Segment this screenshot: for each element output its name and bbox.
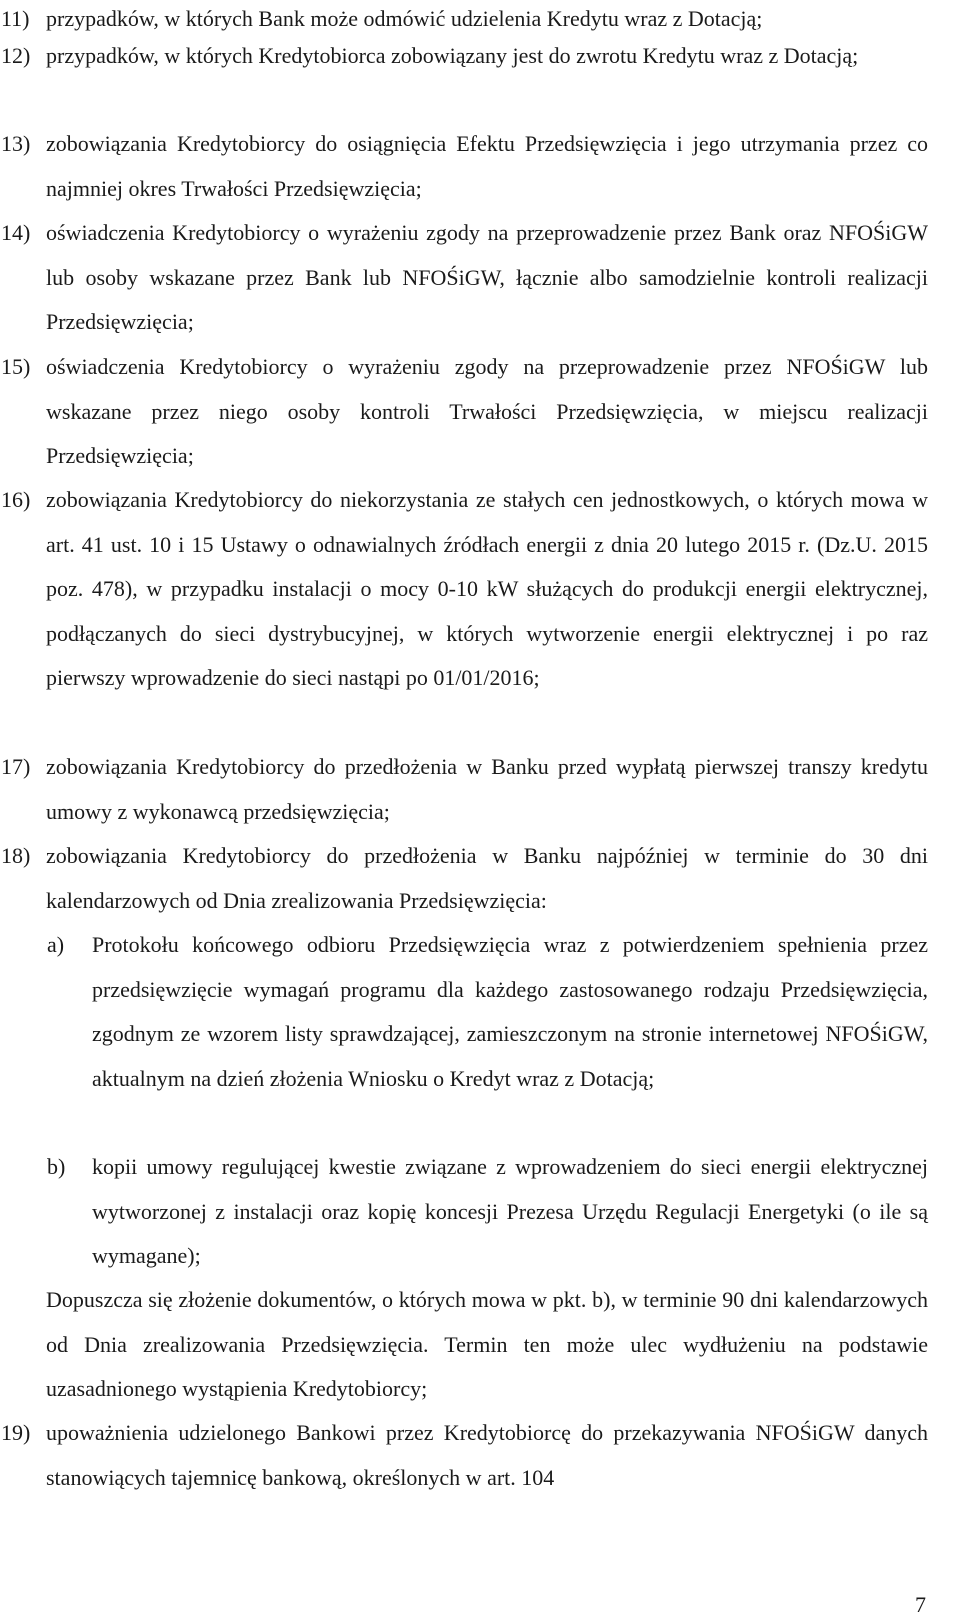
list-number: 16) xyxy=(1,487,31,512)
sub-letter: b) xyxy=(47,1154,66,1179)
sub-text: Protokołu końcowego odbioru Przedsięwzięcia wraz z potwierdzeniem spełnienia przez przedsięwzięcie wymagań programu dla każdego zastosowanego rodzaju Przedsięwzięcia, zgodnym ze wzorem listy sprawdzającej, zamieszczonym na stronie internetowej NFOŚiGW, aktualnym na dzień złożenia Wniosku o Kredyt wraz z Dotacją; xyxy=(92,932,928,1091)
list-number: 19) xyxy=(1,1420,31,1445)
sub-item-a xyxy=(0,923,928,1101)
list-text: zobowiązania Kredytobiorcy do przedłożenia w Banku przed wypłatą pierwszej transzy kredytu umowy z wykonawcą przedsięwzięcia; xyxy=(46,754,928,824)
list-number: 15) xyxy=(1,354,31,379)
list-text: zobowiązania Kredytobiorcy do niekorzystania ze stałych cen jednostkowych, o których mowa w art. 41 ust. 10 i 15 Ustawy o odnawialnych źródłach energii z dnia 20 lutego 2015 r. (Dz.U. 2015 poz. 478), w przypadku instalacji o mocy 0-10 kW służących do produkcji energii elektrycznej, podłączanych do sieci dystrybucyjnej, w których wytworzenie energii elektrycznej i po raz pierwszy wprowadzenie do sieci nastąpi po 01/01/2016; xyxy=(46,487,928,690)
list-text: przypadków, w których Bank może odmówić udzielenia Kredytu wraz z Dotacją; xyxy=(46,6,763,31)
list-text: przypadków, w których Kredytobiorca zobowiązany jest do zwrotu Kredytu wraz z Dotacją; xyxy=(46,43,859,68)
page-number: 7 xyxy=(915,1592,926,1617)
note-paragraph: Dopuszcza się złożenie dokumentów, o których mowa w pkt. b), w terminie 90 dni kalendarzowych od Dnia zrealizowania Przedsięwzięcia. Termin ten może ulec wydłużeniu na podstawie uzasadnionego wystąpienia Kredytobiorcy; xyxy=(46,1287,928,1401)
list-item-16 xyxy=(0,478,928,701)
list-number: 11) xyxy=(1,6,30,31)
sub-item-b xyxy=(0,1145,928,1279)
list-text: zobowiązania Kredytobiorcy do przedłożenia w Banku najpóźniej w terminie do 30 dni kalendarzowych od Dnia zrealizowania Przedsięwzięcia: xyxy=(46,843,928,913)
list-number: 12) xyxy=(1,43,31,68)
list-item-18 xyxy=(0,834,928,923)
list-item-17 xyxy=(0,745,928,834)
list-number: 18) xyxy=(1,843,31,868)
list-item-14 xyxy=(0,211,928,345)
list-number: 13) xyxy=(1,131,31,156)
sub-text: kopii umowy regulującej kwestie związane z wprowadzeniem do sieci energii elektrycznej wytworzonej z instalacji oraz kopię koncesji Prezesa Urzędu Regulacji Energetyki (o ile są wymagane); xyxy=(92,1154,928,1268)
list-item-19 xyxy=(0,1411,928,1500)
list-number: 17) xyxy=(1,754,31,779)
list-item-12 xyxy=(0,34,928,79)
list-text: upoważnienia udzielonego Bankowi przez Kredytobiorcę do przekazywania NFOŚiGW danych stanowiących tajemnicę bankową, określonych w art. 104 xyxy=(46,1420,928,1490)
list-item-13 xyxy=(0,122,928,211)
list-number: 14) xyxy=(1,220,31,245)
list-text: oświadczenia Kredytobiorcy o wyrażeniu zgody na przeprowadzenie przez Bank oraz NFOŚiGW lub osoby wskazane przez Bank lub NFOŚiGW, łącznie albo samodzielnie kontroli realizacji Przedsięwzięcia; xyxy=(46,220,928,334)
list-text: oświadczenia Kredytobiorcy o wyrażeniu zgody na przeprowadzenie przez NFOŚiGW lub wskazane przez niego osoby kontroli Trwałości Przedsięwzięcia, w miejscu realizacji Przedsięwzięcia; xyxy=(46,354,928,468)
list-text: zobowiązania Kredytobiorcy do osiągnięcia Efektu Przedsięwzięcia i jego utrzymania przez co najmniej okres Trwałości Przedsięwzięcia; xyxy=(46,131,928,201)
sub-letter: a) xyxy=(47,932,65,957)
list-item-15 xyxy=(0,345,928,479)
